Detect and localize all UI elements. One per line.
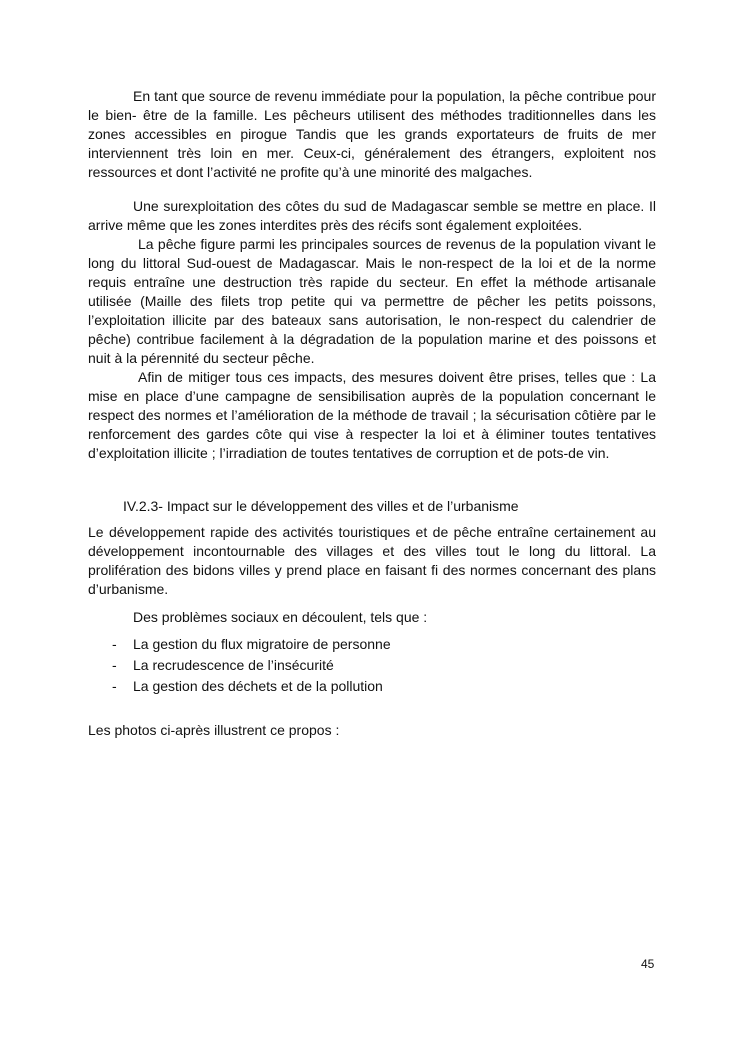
paragraph-urban-development: Le développement rapide des activités touristiques et de pêche entraîne certainement au développement incontournable des villages et des villes tout le long du littoral. La prolifération des bidons villes y prend place en faisant fi des normes concernant des plans d’urbanisme.: [88, 524, 656, 597]
paragraph-overexploitation: Une surexploitation des côtes du sud de Madagascar semble se mettre en place. Il arrive même que les zones interdites près des récifs sont également exploitées.: [88, 198, 656, 233]
section-heading: IV.2.3- Impact sur le développement des villes et de l’urbanisme: [123, 498, 519, 514]
paragraph-mitigation-measures: Afin de mitiger tous ces impacts, des mesures doivent être prises, telles que : La mise en place d’une campagne de sensibilisation auprès de la population concernant le respect des normes et l’amélioration de la méthode de travail ; la sécurisation côtière par le renforcement des gardes côte qui vise à respecter la loi et à éliminer toutes tentatives d’exploitation illicite ; l’irradiation de toutes tentatives de corruption et de pots-de vin.: [88, 369, 656, 461]
photos-caption-line: Les photos ci-après illustrent ce propos :: [88, 722, 340, 738]
list-dash: -: [112, 636, 117, 652]
list-item: [88, 656, 656, 675]
list-item: [88, 635, 656, 654]
list-item-text: La recrudescence de l’insécurité: [133, 657, 334, 673]
list-item-text: La gestion des déchets et de la pollution: [133, 678, 383, 694]
paragraph-fishing-sector: La pêche figure parmi les principales sources de revenus de la population vivant le long du littoral Sud-ouest de Madagascar. Mais le non-respect de la loi et de la norme requis entraîne une destruction très rapide du secteur. En effet la méthode artisanale utilisée (Maille des filets trop petite qui va permettre de pêcher les petits poissons, l’exploitation illicite par des bateaux sans autorisation, le non-respect du calendrier de pêche) contribue facilement à la dégradation de la population marine et des poissons et nuit à la pérennité du secteur pêche.: [88, 236, 656, 366]
list-dash: -: [112, 678, 117, 694]
list-item: [88, 677, 656, 696]
paragraph-fishing-income: En tant que source de revenu immédiate pour la population, la pêche contribue pour le bien- être de la famille. Les pêcheurs utilisent des méthodes traditionnelles dans les zones accessibles en pirogue Tandis que les grands exportateurs de fruits de mer interviennent très loin en mer. Ceux-ci, généralement des étrangers, exploitent nos ressources et dont l’activité ne profite qu’à une minorité des malgaches.: [88, 88, 656, 180]
list-dash: -: [112, 657, 117, 673]
document-body: [88, 87, 656, 740]
list-item-text: La gestion du flux migratoire de personne: [133, 636, 391, 652]
list-intro: Des problèmes sociaux en découlent, tels que :: [133, 609, 428, 625]
social-problems-list: [88, 635, 656, 696]
page-number: 45: [641, 957, 655, 971]
